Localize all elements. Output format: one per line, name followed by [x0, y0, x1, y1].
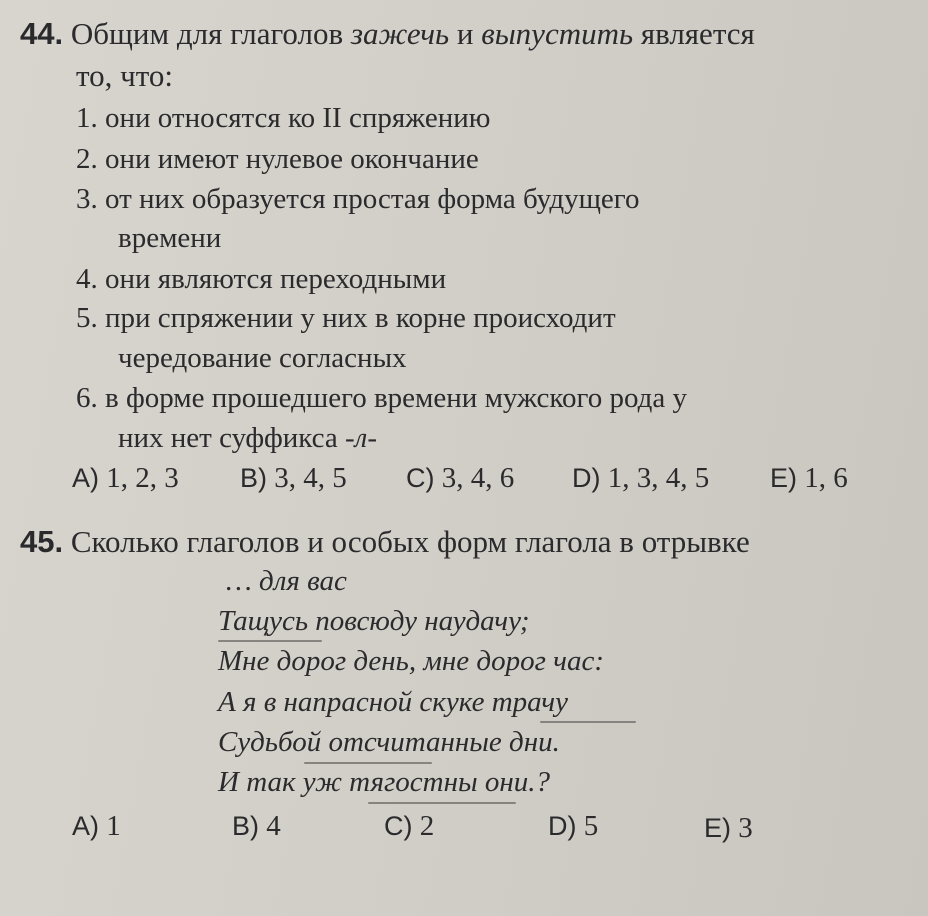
option-2: 2. они имеют нулевое окончание: [76, 143, 479, 175]
answer-value: 5: [583, 810, 599, 842]
option-5: 5. при спряжении у них в корне происходит: [76, 302, 616, 334]
answer-letter: D): [548, 811, 577, 841]
q44-answer-c: [406, 462, 514, 495]
question-44-stem-line1: [20, 16, 755, 52]
question-44-verb1: зажечь: [350, 16, 450, 51]
q44-answer-a: [72, 462, 179, 495]
question-44-stem-and: и: [449, 16, 482, 51]
answer-value: 1: [106, 810, 121, 842]
option-5-continued: чередование согласных: [118, 342, 407, 374]
q45-answer-e: [704, 812, 753, 845]
answer-letter: B): [240, 463, 267, 493]
answer-value: 3, 4, 6: [441, 462, 515, 494]
question-45-number: 45.: [20, 524, 64, 559]
answer-value: 1, 3, 4, 5: [607, 462, 710, 494]
option-3-continued: времени: [118, 222, 222, 254]
option-1: 1. они относятся ко II спряжению: [76, 102, 491, 134]
option-3: 3. от них образуется простая форма будущего: [76, 183, 640, 215]
answer-letter: A): [72, 811, 99, 841]
q45-answer-a: [72, 810, 121, 843]
answer-letter: E): [770, 463, 797, 493]
pencil-underline: [304, 762, 432, 764]
q45-answer-b: [232, 810, 281, 843]
answer-value: 3: [738, 812, 753, 844]
q45-answer-d: [548, 810, 598, 843]
poem-line-6: И так уж тягостны они.?: [218, 766, 550, 798]
question-44-verb2: выпустить: [481, 16, 634, 51]
poem-line-2: Тащусь повсюду наудачу;: [218, 605, 530, 637]
answer-letter: C): [384, 811, 413, 841]
pencil-underline: [540, 721, 636, 723]
answer-value: 1, 2, 3: [106, 462, 179, 494]
question-44-stem-line2: то, что:: [76, 58, 173, 93]
question-45-stem-text: Сколько глаголов и особых форм глагола в отрывке: [70, 524, 750, 559]
option-6-continued: [118, 422, 377, 455]
q44-answer-b: [240, 462, 347, 495]
answer-value: 2: [419, 810, 435, 842]
poem-line-3: Мне дорог день, мне дорог час:: [218, 645, 604, 677]
question-44-stem-text: Общим для глаголов: [70, 16, 351, 51]
answer-value: 3, 4, 5: [274, 462, 347, 494]
question-44-number: 44.: [20, 16, 64, 51]
poem-line-1: … для вас: [226, 565, 347, 597]
answer-letter: A): [72, 463, 99, 493]
poem-line-4: А я в напрасной скуке трачу: [218, 686, 568, 718]
poem-line-5: Судьбой отсчитанные дни.: [218, 726, 560, 758]
option-4: 4. они являются переходными: [76, 263, 447, 295]
q44-answer-e: [770, 462, 848, 495]
option-6: 6. в форме прошедшего времени мужского рода у: [76, 382, 687, 414]
question-45-stem: [20, 524, 750, 560]
q44-answer-d: [572, 462, 709, 495]
answer-letter: C): [406, 463, 435, 493]
pencil-underline: [368, 802, 516, 804]
answer-value: 4: [266, 810, 281, 842]
question-44-stem-text-end: является: [633, 16, 755, 51]
answer-letter: E): [704, 813, 731, 843]
option-6-continued-text: них нет суффикса: [118, 422, 346, 454]
q45-answer-c: [384, 810, 434, 843]
option-6-suffix: -л-: [345, 422, 377, 454]
answer-value: 1, 6: [804, 462, 848, 494]
answer-letter: D): [572, 463, 601, 493]
pencil-underline: [218, 640, 322, 642]
answer-letter: B): [232, 811, 259, 841]
